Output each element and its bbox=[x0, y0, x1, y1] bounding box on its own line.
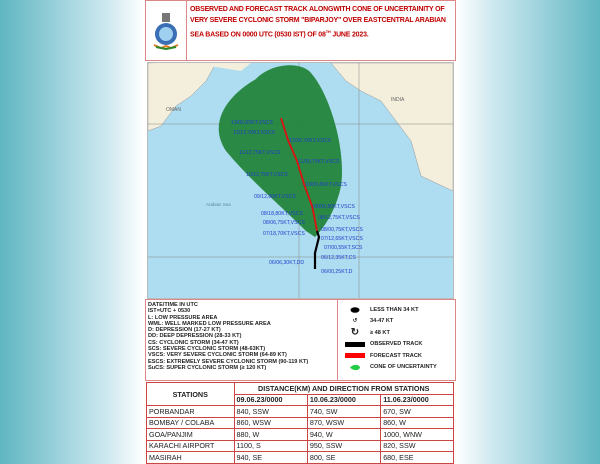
date-header: 09.06.23/0000 bbox=[234, 394, 307, 406]
track-label: 09/00,80KT,VSCS bbox=[313, 204, 355, 210]
track-label: 08/06,75KT,VSCS bbox=[263, 220, 305, 226]
cyclone-track-map bbox=[147, 62, 454, 299]
legend-text: WML: WELL MARKED LOW PRESSURE AREA bbox=[148, 320, 271, 327]
legend-text: VSCS: VERY SEVERE CYCLONIC STORM (64-89 KT) bbox=[148, 352, 287, 359]
track-label: 07/00,55KT,SCS bbox=[324, 245, 363, 251]
cell: 880, W bbox=[234, 429, 307, 441]
station: BOMBAY / COLABA bbox=[147, 417, 235, 429]
legend-text: ≥ 48 KT bbox=[370, 329, 390, 336]
imd-logo bbox=[146, 1, 187, 60]
table-row bbox=[147, 406, 454, 418]
track-label: 08/00,75KT,VSCS bbox=[321, 227, 363, 233]
track-label: 07/12,65KT,VSCS bbox=[321, 236, 363, 242]
header bbox=[145, 0, 456, 61]
legend-text: IST=UTC + 0530 bbox=[148, 308, 191, 315]
track-label: 12/12,70KT,VSCS bbox=[233, 130, 275, 136]
land-label: INDIA bbox=[391, 97, 405, 103]
legend-text: DATE/TIME IN UTC bbox=[148, 302, 198, 308]
low-intensity-dot-icon bbox=[344, 307, 366, 313]
date-header: 10.06.23/0000 bbox=[307, 394, 380, 406]
station: KARACHI AIRPORT bbox=[147, 440, 235, 452]
legend-text: CS: CYCLONIC STORM (34-47 KT) bbox=[148, 339, 239, 346]
date-header: 11.06.23/0000 bbox=[381, 394, 454, 406]
cell: 860, W bbox=[381, 417, 454, 429]
distance-table bbox=[146, 382, 454, 464]
legend-text: OBSERVED TRACK bbox=[370, 341, 423, 348]
forecast-track-swatch bbox=[344, 353, 366, 358]
table-row bbox=[147, 417, 454, 429]
cell: 840, SSW bbox=[234, 406, 307, 418]
table-row bbox=[147, 429, 454, 441]
track-label: 08/18,80KT,VSCS bbox=[261, 211, 303, 217]
legend-text: SuCS: SUPER CYCLONIC STORM (≥ 120 KT) bbox=[148, 364, 267, 371]
track-label: 09/12,80KT,VSCS bbox=[254, 194, 296, 200]
legend-text: ESCS: EXTREMELY SEVERE CYCLONIC STORM (90-119 KT) bbox=[148, 358, 309, 365]
track-label: 07/18,70KT,VSCS bbox=[263, 231, 305, 237]
sea-label: Arabian Sea bbox=[206, 202, 231, 207]
cell: 670, SW bbox=[381, 406, 454, 418]
table-row bbox=[147, 452, 454, 464]
cell: 950, SSW bbox=[307, 440, 380, 452]
legend-text: L: LOW PRESSURE AREA bbox=[148, 314, 218, 321]
legend-symbols bbox=[338, 300, 455, 380]
legend-text: D: DEPRESSION (17-27 KT) bbox=[148, 327, 221, 334]
cell: 1100, S bbox=[234, 440, 307, 452]
legend-text: CONE OF UNCERTAINTY bbox=[370, 364, 437, 371]
land-label: OMAN bbox=[166, 107, 181, 113]
station: PORBANDAR bbox=[147, 406, 235, 418]
station: MASIRAH bbox=[147, 452, 235, 464]
observed-track-swatch bbox=[344, 342, 366, 347]
track-label: 06/12,35KT,CS bbox=[321, 255, 356, 261]
cell: 740, SW bbox=[307, 406, 380, 418]
track-label: 10/12,75KT,VSCS bbox=[246, 172, 288, 178]
legend-abbreviations bbox=[146, 300, 338, 380]
legend-text: FORECAST TRACK bbox=[370, 352, 422, 359]
track-label: 06/00,25KT,D bbox=[321, 269, 353, 275]
cell: 940, W bbox=[307, 429, 380, 441]
cell: 820, SSW bbox=[381, 440, 454, 452]
legend-text: LESS THAN 34 KT bbox=[370, 306, 419, 313]
cell: 860, WSW bbox=[234, 417, 307, 429]
track-label: 06/06,30KT,DD bbox=[269, 260, 305, 266]
cone-swatch-icon bbox=[344, 364, 366, 371]
legend-text: SCS: SEVERE CYCLONIC STORM (48-63KT) bbox=[148, 346, 266, 353]
station: GOA/PANJIM bbox=[147, 429, 235, 441]
cyclone-filled-icon: ↻ bbox=[350, 327, 360, 339]
track-label: 11/00,75KT,VSCS bbox=[298, 159, 340, 165]
stations-header: STATIONS bbox=[147, 383, 235, 406]
track-label: 10/00,80KT,VSCS bbox=[305, 182, 347, 188]
distance-header: DISTANCE(KM) AND DIRECTION FROM STATIONS bbox=[234, 383, 453, 395]
cell: 870, WSW bbox=[307, 417, 380, 429]
cell: 680, ESE bbox=[381, 452, 454, 464]
cyclone-open-icon: ↺ bbox=[352, 318, 358, 325]
track-label: 08/12,75KT,VSCS bbox=[318, 215, 360, 221]
map-title: OBSERVED AND FORECAST TRACK ALONGWITH CONE OF UNCERTAINITY OF VERY SEVERE CYCLONIC STORM "BIPARJOY" OVER EASTCENTRAL ARABIAN SEA BASED ON 0000 UTC (0530 IST) OF 08TH JUNE 2023. bbox=[190, 6, 446, 39]
legend bbox=[145, 299, 456, 381]
track-label: 13/00,65KT,VSCS bbox=[231, 120, 273, 126]
legend-text: DD: DEEP DEPRESSION (28-33 KT) bbox=[148, 333, 242, 340]
track-label: 11/12,75KT,VSCS bbox=[239, 150, 281, 156]
cell: 940, SE bbox=[234, 452, 307, 464]
cell: 800, SE bbox=[307, 452, 380, 464]
cell: 1000, WNW bbox=[381, 429, 454, 441]
legend-text: 34-47 KT bbox=[370, 318, 394, 325]
track-label: 12/00,70KT,VSCS bbox=[289, 138, 331, 144]
